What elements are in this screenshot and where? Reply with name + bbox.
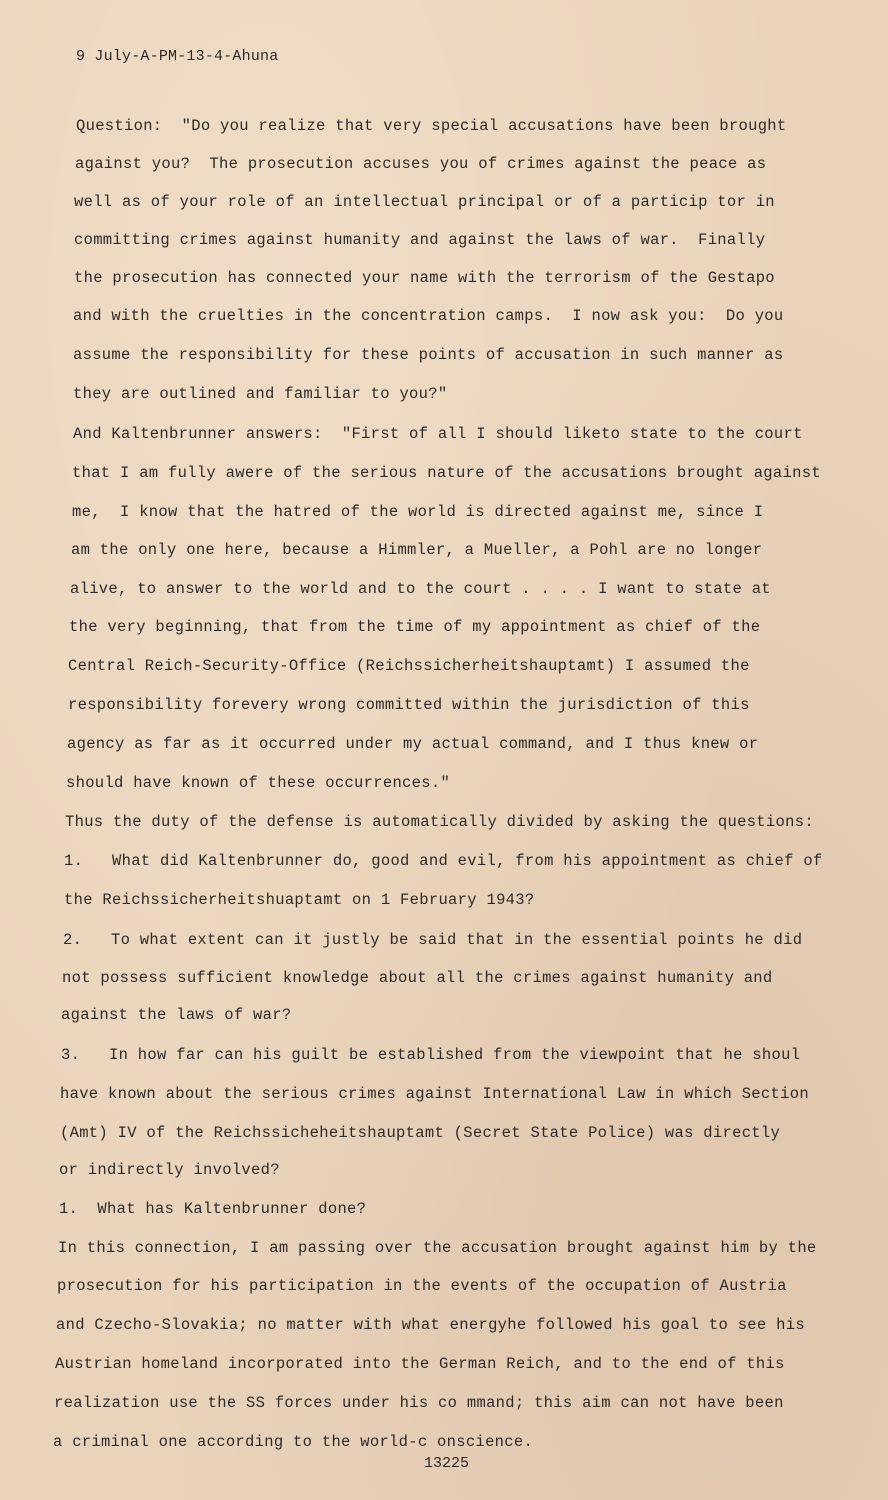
text-line: alive, to answer to the world and to the court . . . . I want to state at <box>70 580 771 598</box>
text-line: Austrian homeland incorporated into the German Reich, and to the end of this <box>55 1355 785 1373</box>
text-line: or indirectly involved? <box>59 1161 280 1179</box>
text-line: against the laws of war? <box>61 1006 292 1024</box>
text-line: against you? The prosecution accuses you of crimes against the peace as <box>75 155 767 173</box>
document-reference: 9 July-A-PM-13-4-Ahuna <box>76 48 279 65</box>
text-line: assume the responsibility for these points of accusation in such manner as <box>73 346 784 364</box>
text-line: the Reichssicherheitshuaptamt on 1 February 1943? <box>64 891 535 909</box>
text-line: Central Reich-Security-Office (Reichssicherheitshauptamt) I assumed the <box>68 657 750 675</box>
text-line: committing crimes against humanity and against the laws of war. Finally <box>74 231 766 249</box>
text-line: 2. To what extent can it justly be said that in the essential points he did <box>63 931 803 949</box>
page-number: 13225 <box>424 1455 470 1472</box>
text-line: me, I know that the hatred of the world is directed against me, since I <box>72 503 764 521</box>
text-line: the prosecution has connected your name with the terrorism of the Gestapo <box>74 269 775 287</box>
text-line: Thus the duty of the defense is automatically divided by asking the questions: <box>65 813 814 831</box>
text-line: (Amt) IV of the Reichssicheheitshauptamt (Secret State Police) was directly <box>60 1124 781 1142</box>
text-line: responsibility forevery wrong committed within the jurisdiction of this <box>68 696 750 714</box>
text-line: and with the cruelties in the concentration camps. I now ask you: Do you <box>73 307 784 325</box>
text-line: And Kaltenbrunner answers: "First of all I should liketo state to the court <box>73 425 803 443</box>
text-line: 1. What did Kaltenbrunner do, good and evil, from his appointment as chief of <box>64 852 823 870</box>
text-line: a criminal one according to the world-c onscience. <box>53 1433 534 1451</box>
text-line: have known about the serious crimes against International Law in which Section <box>60 1085 809 1103</box>
text-line: should have known of these occurrences." <box>66 774 451 792</box>
text-line: they are outlined and familiar to you?" <box>73 385 448 403</box>
text-line: the very beginning, that from the time of my appointment as chief of the <box>69 618 761 636</box>
text-line: well as of your role of an intellectual principal or of a particip tor in <box>74 193 775 211</box>
text-line: 3. In how far can his guilt be established from the viewpoint that he shoul <box>61 1046 801 1064</box>
text-line: 1. What has Kaltenbrunner done? <box>59 1200 367 1218</box>
text-line: agency as far as it occurred under my actual command, and I thus knew or <box>67 735 759 753</box>
text-line: Question: "Do you realize that very special accusations have been brought <box>76 117 787 135</box>
text-line: In this connection, I am passing over the accusation brought against him by the <box>58 1239 817 1257</box>
text-line: and Czecho-Slovakia; no matter with what energyhe followed his goal to see his <box>56 1316 805 1334</box>
text-line: not possess sufficient knowledge about all the crimes against humanity and <box>62 969 773 987</box>
text-line: that I am fully awere of the serious nature of the accusations brought against <box>72 464 821 482</box>
text-line: realization use the SS forces under his co mmand; this aim can not have been <box>54 1394 784 1412</box>
text-line: am the only one here, because a Himmler, a Mueller, a Pohl are no longer <box>71 541 763 559</box>
text-line: prosecution for his participation in the events of the occupation of Austria <box>57 1277 787 1295</box>
